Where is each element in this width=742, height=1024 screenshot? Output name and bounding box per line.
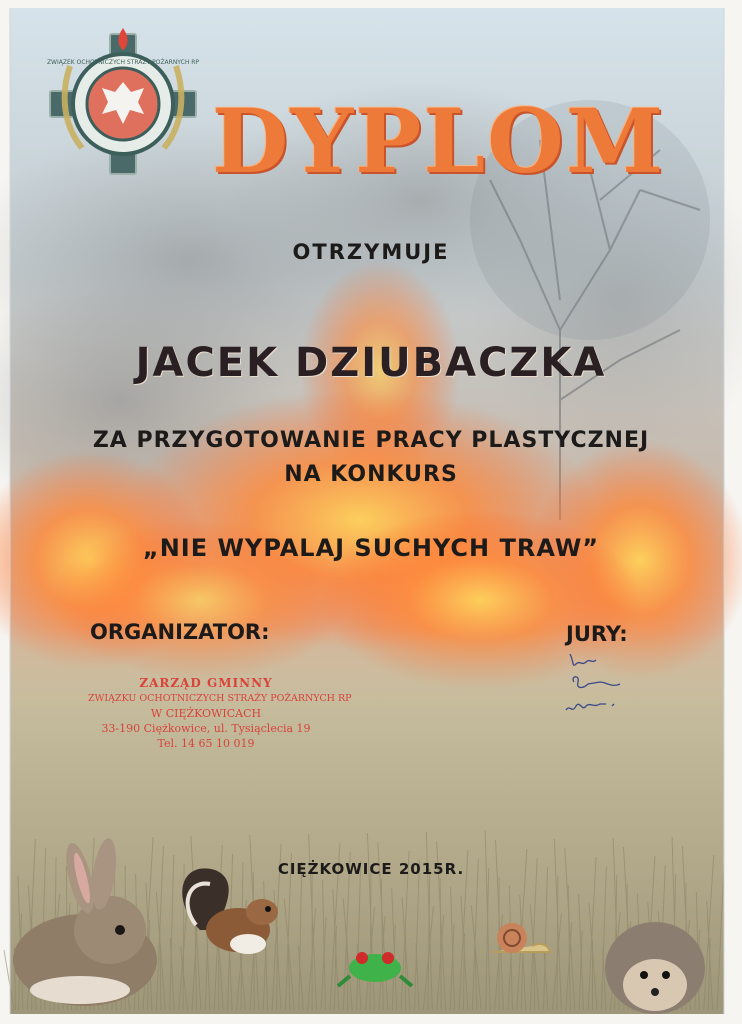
stamp-line-1: ZARZĄD GMINNY [139,676,273,690]
award-reason-line-1: ZA PRZYGOTOWANIE PRACY PLASTYCZNEJ [92,428,650,453]
diploma-title: DYPLOM [212,88,666,193]
stamp-line-3: W CIĘŻKOWICACH [150,707,262,720]
organizer-label: ORGANIZATOR: [90,620,270,644]
place-and-date: CIĘŻKOWICE 2015R. [277,860,465,878]
contest-name: „NIE WYPALAJ SUCHYCH TRAW” [142,534,600,562]
hedgehog-illustration [605,922,705,1014]
jury-label: JURY: [566,622,628,646]
organizer-stamp [88,676,352,751]
fire-brigade-emblem [42,26,204,182]
emblem-ring-text: ZWIĄZEK OCHOTNICZYCH STRAŻY POŻARNYCH RP [46,59,200,66]
jury-signatures [560,648,650,724]
award-reason-line-2: NA KONKURS [284,462,458,487]
recipient-name: JACEK DZIUBACZKA [135,340,607,386]
receives-label: OTRZYMUJE [292,240,450,264]
stamp-line-2: ZWIĄZKU OCHOTNICZYCH STRAŻY POŻARNYCH RP [88,693,352,704]
stamp-line-5: Tel. 14 65 10 019 [157,737,255,750]
stamp-line-4: 33-190 Ciężkowice, ul. Tysiąclecia 19 [101,722,311,735]
